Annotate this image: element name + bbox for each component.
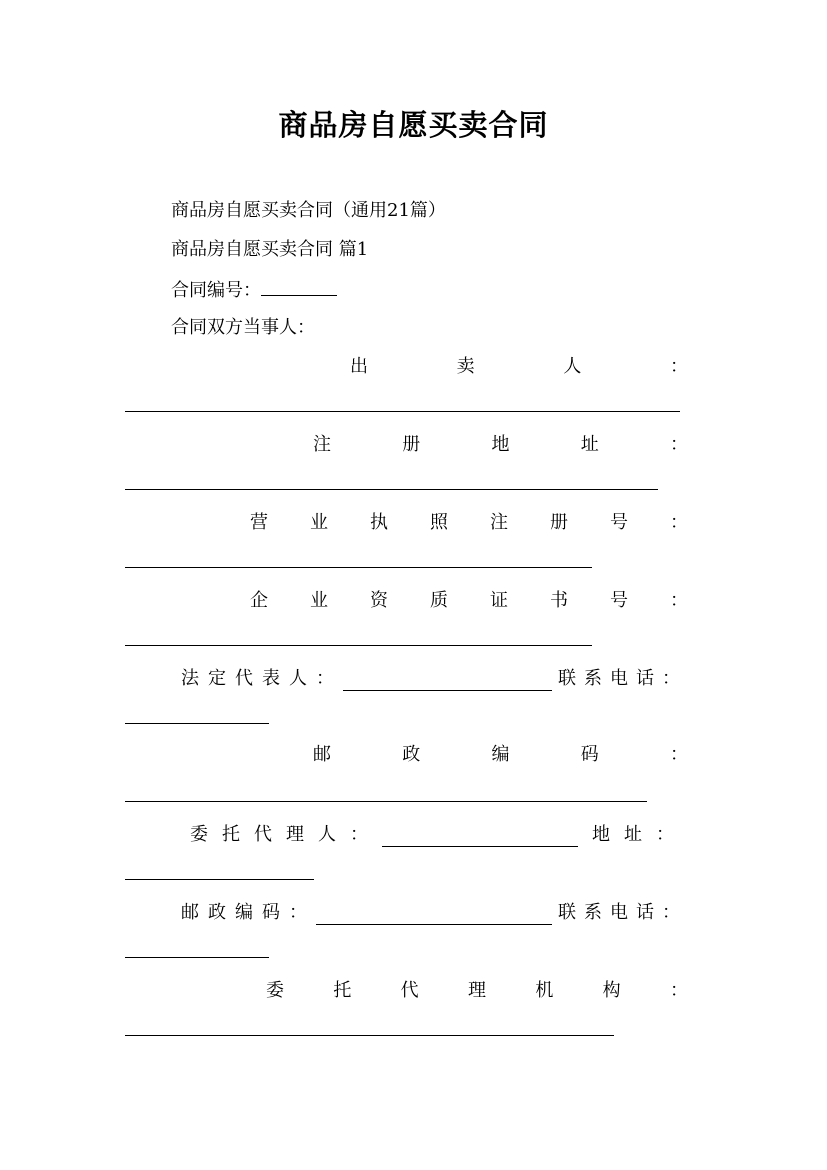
address-blank[interactable] [125,879,314,880]
postal-code-blank[interactable] [125,801,647,802]
legal-rep-row [125,667,688,691]
phone-label-2: 联系电话： [558,902,688,923]
contract-number-blank[interactable] [261,277,337,296]
contract-number-line [171,277,337,303]
business-license-blank[interactable] [125,567,592,568]
qualification-cert-blank[interactable] [125,645,592,646]
legal-rep-label: 法定代表人： [181,668,343,689]
agency-blank[interactable] [125,1035,614,1036]
parties-label: 合同双方当事人： [171,317,315,338]
phone-blank-2[interactable] [125,957,269,958]
document-title: 商品房自愿买卖合同 [278,108,549,142]
phone-label: 联系电话： [558,668,688,689]
agency-label: 委 托 代 理 机 构 ： [266,980,688,1001]
business-license-label: 营 业 执 照 注 册 号 ： [250,512,688,533]
agent-label: 委托代理人： [190,824,382,845]
qualification-cert-label: 企 业 资 质 证 书 号 ： [250,590,688,611]
agent-blank[interactable] [382,826,578,847]
phone-blank[interactable] [125,723,269,724]
seller-label: 出 卖 人 ： [350,356,688,377]
postal-code-label-2: 邮政编码： [181,902,316,923]
postal-phone-row [125,901,688,925]
postal-code-blank-2[interactable] [316,904,552,925]
agent-row [125,823,688,847]
address-label: 地址： [592,824,688,845]
registered-address-blank[interactable] [125,489,658,490]
contract-number-label: 合同编号： [171,280,261,301]
intro-line-1: 商品房自愿买卖合同（通用21篇） [171,200,446,221]
registered-address-label: 注 册 地 址 ： [313,434,688,455]
intro-line-2: 商品房自愿买卖合同 篇1 [171,239,369,260]
legal-rep-blank[interactable] [343,670,552,691]
seller-blank[interactable] [125,411,680,412]
postal-code-label: 邮 政 编 码 ： [313,744,688,765]
